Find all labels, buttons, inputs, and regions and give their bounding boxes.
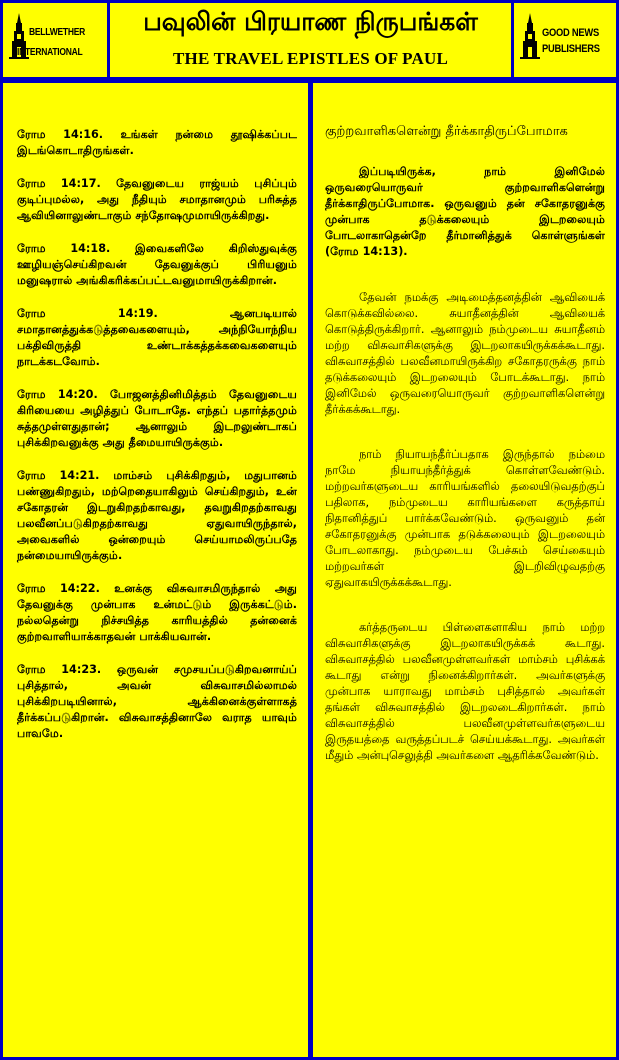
paragraph: கர்த்தருடைய பிள்ளைகளாகிய நாம் மற்ற விசுவாசிகளுக்கு இடறலாகயிருக்கக் கூடாது. விசுவாசத்தில் பலவீனமுள்ளவர்கள் மாம்சம் புசிக்கக் கூடாது என்று நினைக்கிறார்கள். அவர்களுக்கு முன்பாக யாராவது மாம்சம் புசித்தால் அவர்கள் தங்கள் விசுவாசத்தில் இடறலடைகிறார்கள். நாம் விசுவாசத்தில் பலவீனமுள்ளவர்களுடைய இருதயத்தை வருத்தப்படச் செய்யக்கூடாது. அவர்கள் மீதும் அன்புசெலுத்தி அவர்களை ஆதரிக்கவேண்டும். — [325, 620, 605, 762]
paragraph: நாம் நியாயந்தீர்ப்பதாக இருந்தால் நம்மை நாமே நியாயந்தீர்த்துக் கொள்ளவேண்டும். மற்றவர்களுடைய காரியங்களில் தலையிடுவதற்குப் பதிலாக, நம்முடைய காரியங்களை கருத்தாய் நிதானித்துப் பார்க்கவேண்டும். ஒருவனும் தன் சகோதரனுக்கு முன்பாக தடுக்கலையும் இடறலையும் போடலாகாது. நம்முடைய பேச்சும் செய்கையும் மற்றவர்கள் இடறிவிழுவதற்கு ஏதுவாகயிருக்கக்கூடாது. — [325, 447, 605, 589]
right-logo-box — [511, 0, 619, 80]
section-title: குற்றவாளிகளென்று தீர்க்காதிருப்போமாக — [325, 124, 568, 139]
title-english: THE TRAVEL EPISTLES OF PAUL — [173, 49, 448, 68]
right-logo-line2: PUBLISHERS — [542, 43, 600, 55]
left-column — [0, 80, 313, 1060]
church-tower-icon — [520, 13, 540, 59]
right-logo-line1: GOOD NEWS — [542, 27, 599, 39]
left-logo-box — [0, 0, 110, 80]
verse-14-19: ரோம 14:19. ஆனபடியால் சமாதானத்துக்கடுத்தவைகளையும், அந்நியோந்நிய பக்திவிருத்தி உண்டாக்கத்தக்கவைகளையும் நாடக்கடவோம். — [17, 307, 297, 368]
verse-14-22: ரோம 14:22. உனக்கு விசுவாசமிருந்தால் அது தேவனுக்கு முன்பாக உன்மட்டும் இருக்கட்டும். நல்லதென்று நிச்சயித்த காரியத்தில் தன்னைக் குற்றவாளியாக்காதவன் பாக்கியவான். — [17, 582, 297, 643]
left-logo-line1: BELLWETHER — [29, 27, 86, 38]
right-column — [308, 80, 619, 1060]
paragraph: தேவன் நமக்கு அடிமைத்தனத்தின் ஆவியைக் கொடுக்கவில்லை. சுயாதீனத்தின் ஆவியைக் கொடுத்திருக்கிறார். ஆனாலும் நம்முடைய சுயாதீனம் மற்ற விசுவாசிகளுக்கு இடறலாகயிருக்கக்கூடாது. விசுவாசத்தில் பலவீனமாயிருக்கிற சகோதரருக்கு நாம் தடுக்கலையும் இடறலையும் போடக்கூடாது. நாம் இனிமேல் ஒருவரையொருவர் குற்றவாளிகளென்று தீர்க்கக்கூடாது. — [325, 290, 605, 416]
left-logo-line2: INTERNATIONAL — [17, 47, 83, 58]
verse-14-20: ரோம 14:20. போஜனத்தினிமித்தம் தேவனுடைய கிரியையை அழித்துப் போடாதே. எந்தப் பதார்த்தமும் சுத்தமுள்ளதுதான்; ஆனாலும் இடறலுண்டாகப் புசிக்கிறவனுக்கு அது தீமையாயிருக்கும். — [17, 388, 297, 449]
verse-14-21: ரோம 14:21. மாம்சம் புசிக்கிறதும், மதுபானம் பண்ணுகிறதும், மற்றெதையாகிலும் செய்கிறதும், உன் சகோதரன் இடறுகிறதற்காவது, தவறுகிறதற்காவது பலவீனப்படுகிறதற்காவது ஏதுவாயிருந்தால், அவைகளில் ஒன்றையும் செய்யாமலிருப்பதே நன்மையாயிருக்கும். — [17, 469, 297, 562]
commentary — [325, 123, 605, 792]
verse-14-18: ரோம 14:18. இவைகளிலே கிறிஸ்துவுக்கு ஊழியஞ்செய்கிறவன் தேவனுக்குப் பிரியனும் மனுஷரால் அங்கிகரிக்கப்பட்டவனுமாயிருக்கிறான். — [17, 242, 297, 287]
title-box — [107, 0, 514, 80]
verse-list — [17, 127, 297, 759]
header — [0, 0, 619, 80]
paragraph: இப்படியிருக்க, நாம் இனிமேல் ஒருவரையொருவர் குற்றவாளிகளென்று தீர்க்காதிருப்போமாக. ஒருவனும் தன் சகோதரனுக்கு முன்பாக தடுக்கலையும் இடறலையும் போடலாகாதென்றே தீர்மானித்துக் கொள்ளுங்கள் (ரோம 14:13). — [325, 165, 605, 258]
title-tamil: பவுலின் பிரயாண நிருபங்கள் — [143, 7, 478, 36]
verse-14-16: ரோம 14:16. உங்கள் நன்மை தூஷிக்கப்பட இடங்கொடாதிருங்கள். — [17, 128, 297, 157]
verse-14-17: ரோம 14:17. தேவனுடைய ராஜ்யம் புசிப்பும் குடிப்புமல்ல, அது நீதியும் சமாதானமும் பரிசுத்த ஆவியினாலுண்டாகும் சந்தோஷமுமாயிருக்கிறது. — [17, 177, 297, 222]
verse-14-23: ரோம 14:23. ஒருவன் சமுசயப்படுகிறவனாய்ப் புசித்தால், அவன் விசுவாசமில்லாமல் புசிக்கிறபடியினால், ஆக்கினைக்குள்ளாகத் தீர்க்கப்படுகிறான். விசுவாசத்தினாலே வராத யாவும் பாவமே. — [17, 663, 297, 740]
